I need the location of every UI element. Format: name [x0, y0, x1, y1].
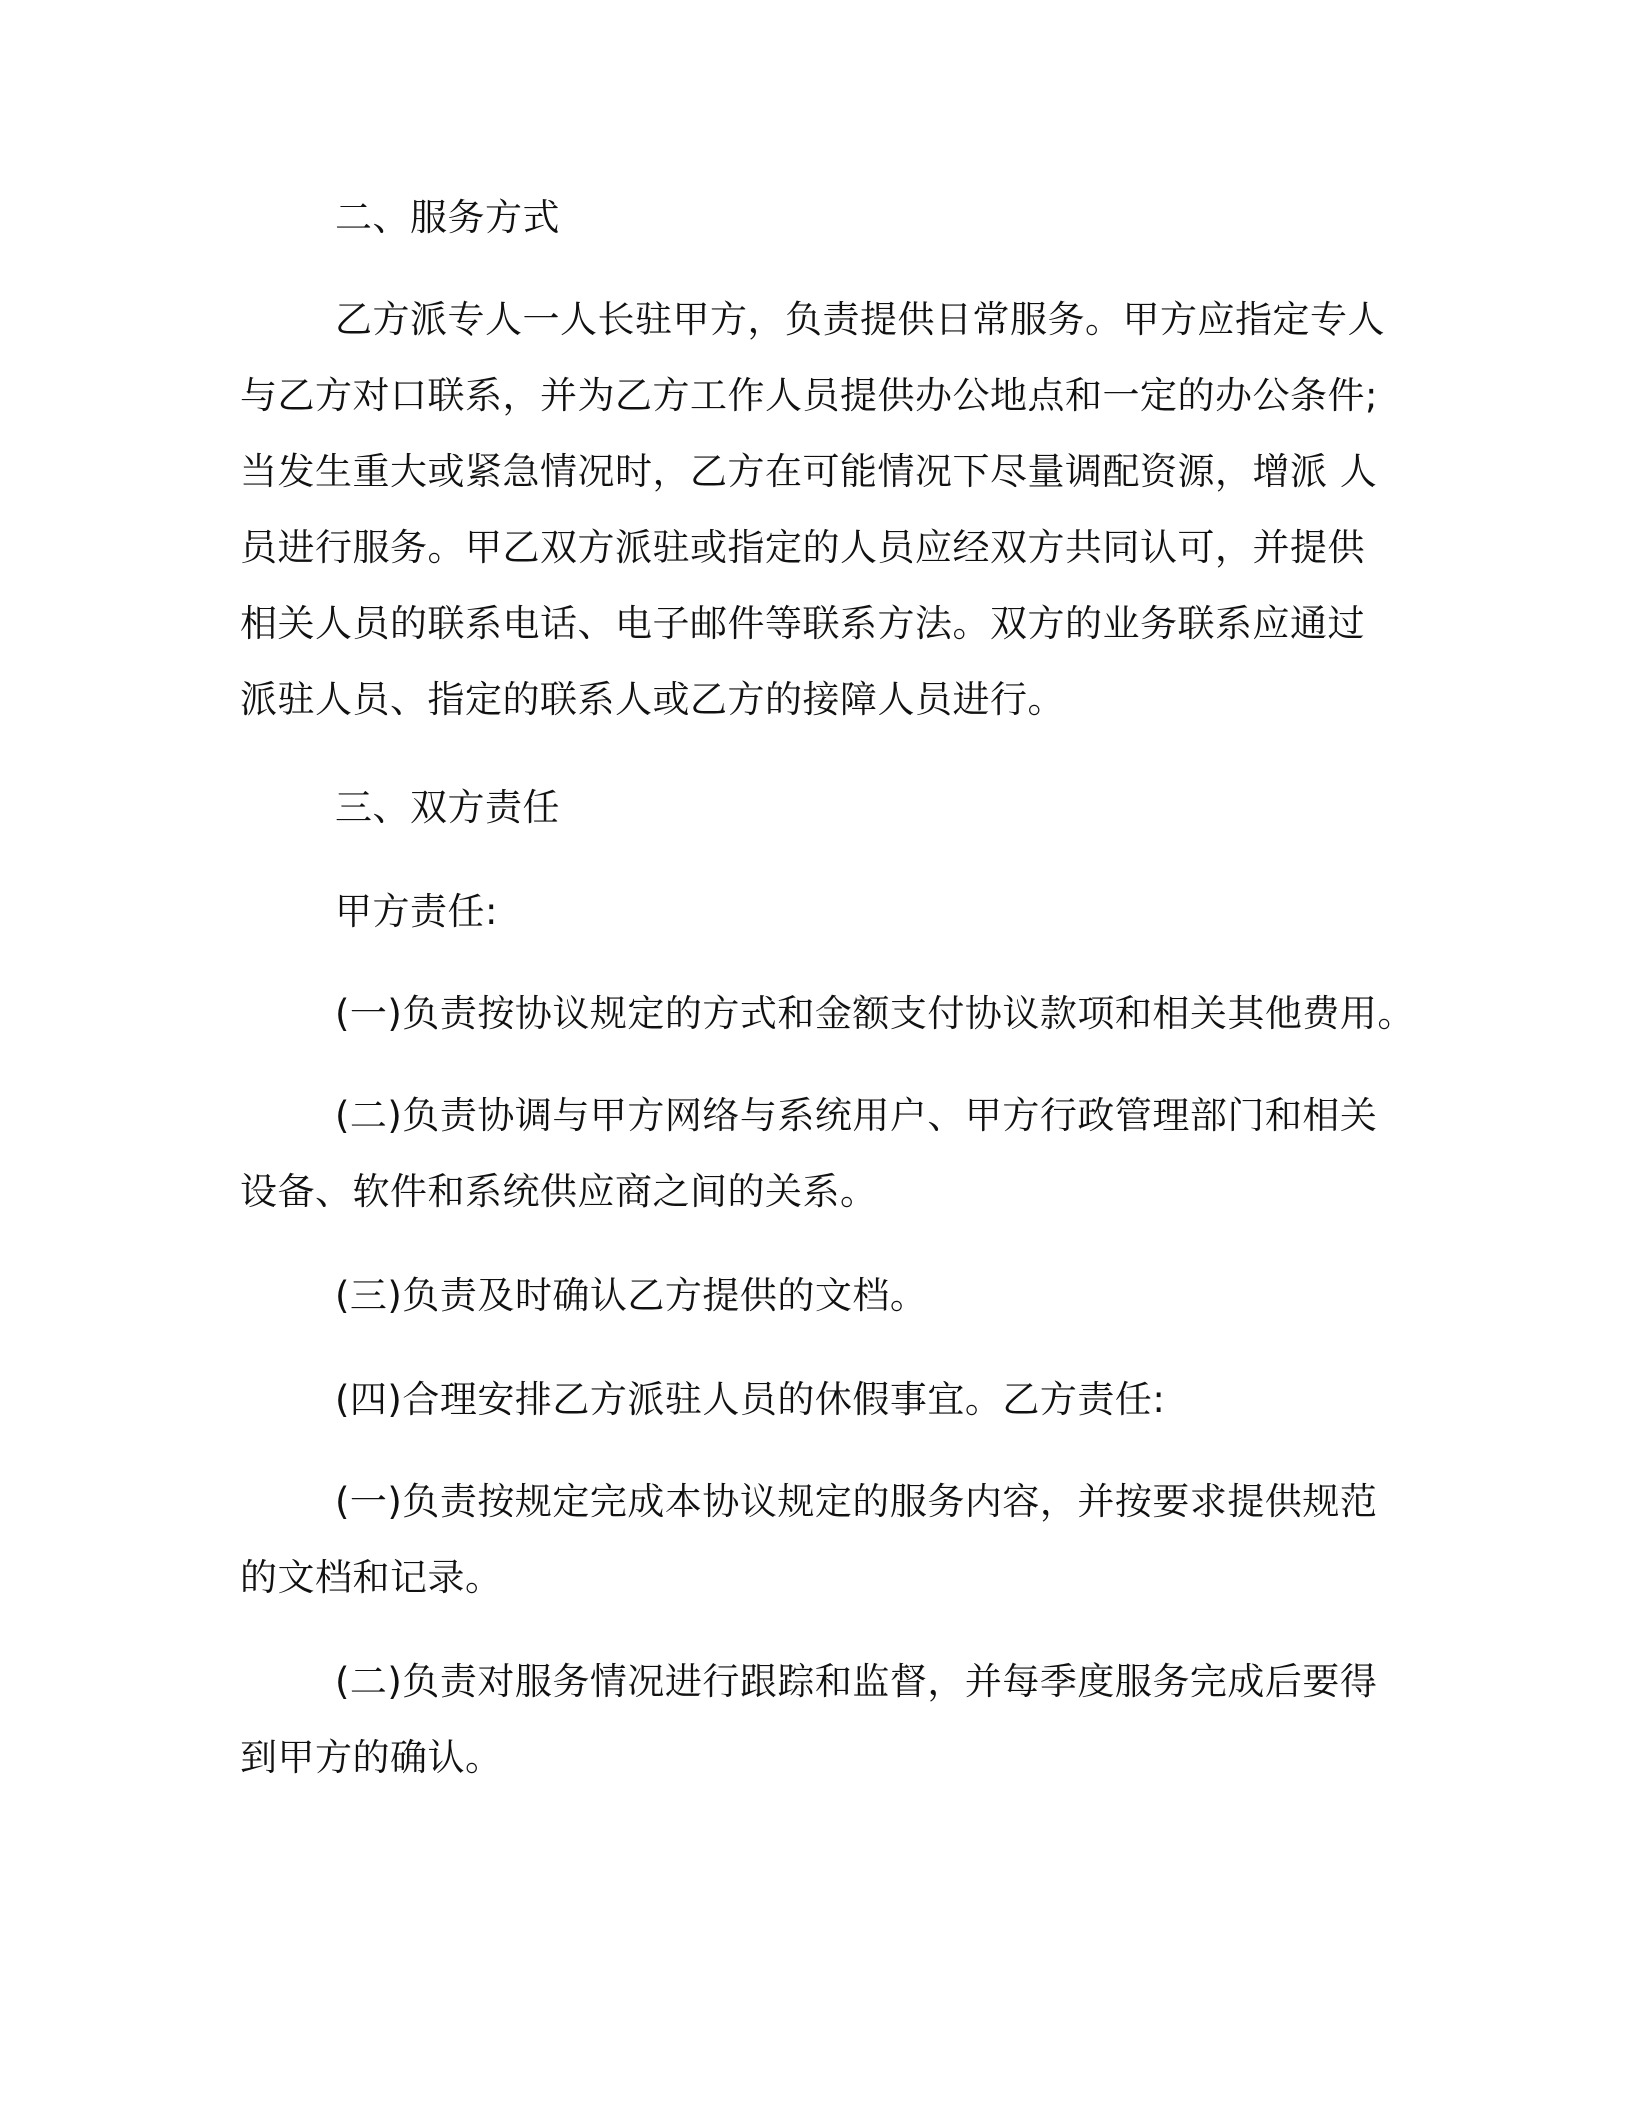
paragraph-line: 员进行服务。甲乙双方派驻或指定的人员应经双方共同认可，并提供 — [240, 526, 1365, 569]
list-item-line: 设备、软件和系统供应商之间的关系。 — [240, 1170, 878, 1213]
list-item-line: (二)负责对服务情况进行跟踪和监督，并每季度服务完成后要得 — [335, 1660, 1378, 1703]
heading-text: 三、双方责任 — [335, 786, 560, 829]
subheading-text: 甲方责任: — [335, 890, 498, 933]
list-item-line: (四)合理安排乙方派驻人员的休假事宜。乙方责任: — [335, 1378, 1166, 1421]
list-item-line: (三)负责及时确认乙方提供的文档。 — [335, 1274, 928, 1317]
list-item-line: (一)负责按规定完成本协议规定的服务内容，并按要求提供规范 — [335, 1480, 1378, 1523]
paragraph-line: 相关人员的联系电话、电子邮件等联系方法。双方的业务联系应通过 — [240, 602, 1365, 645]
paragraph-line: 当发生重大或紧急情况时，乙方在可能情况下尽量调配资源，增派 人 — [240, 450, 1378, 493]
list-item-line: (二)负责协调与甲方网络与系统用户、甲方行政管理部门和相关 — [335, 1094, 1378, 1137]
paragraph-line: 乙方派专人一人长驻甲方，负责提供日常服务。甲方应指定专人 — [335, 298, 1385, 341]
list-item-line: 的文档和记录。 — [240, 1556, 503, 1599]
heading-text: 二、服务方式 — [335, 196, 560, 239]
paragraph-line: 派驻人员、指定的联系人或乙方的接障人员进行。 — [240, 678, 1065, 721]
paragraph-line: 与乙方对口联系，并为乙方工作人员提供办公地点和一定的办公条件; — [240, 374, 1378, 417]
list-item-line: 到甲方的确认。 — [240, 1736, 503, 1779]
list-item-line: (一)负责按协议规定的方式和金额支付协议款项和相关其他费用。 — [335, 992, 1415, 1035]
